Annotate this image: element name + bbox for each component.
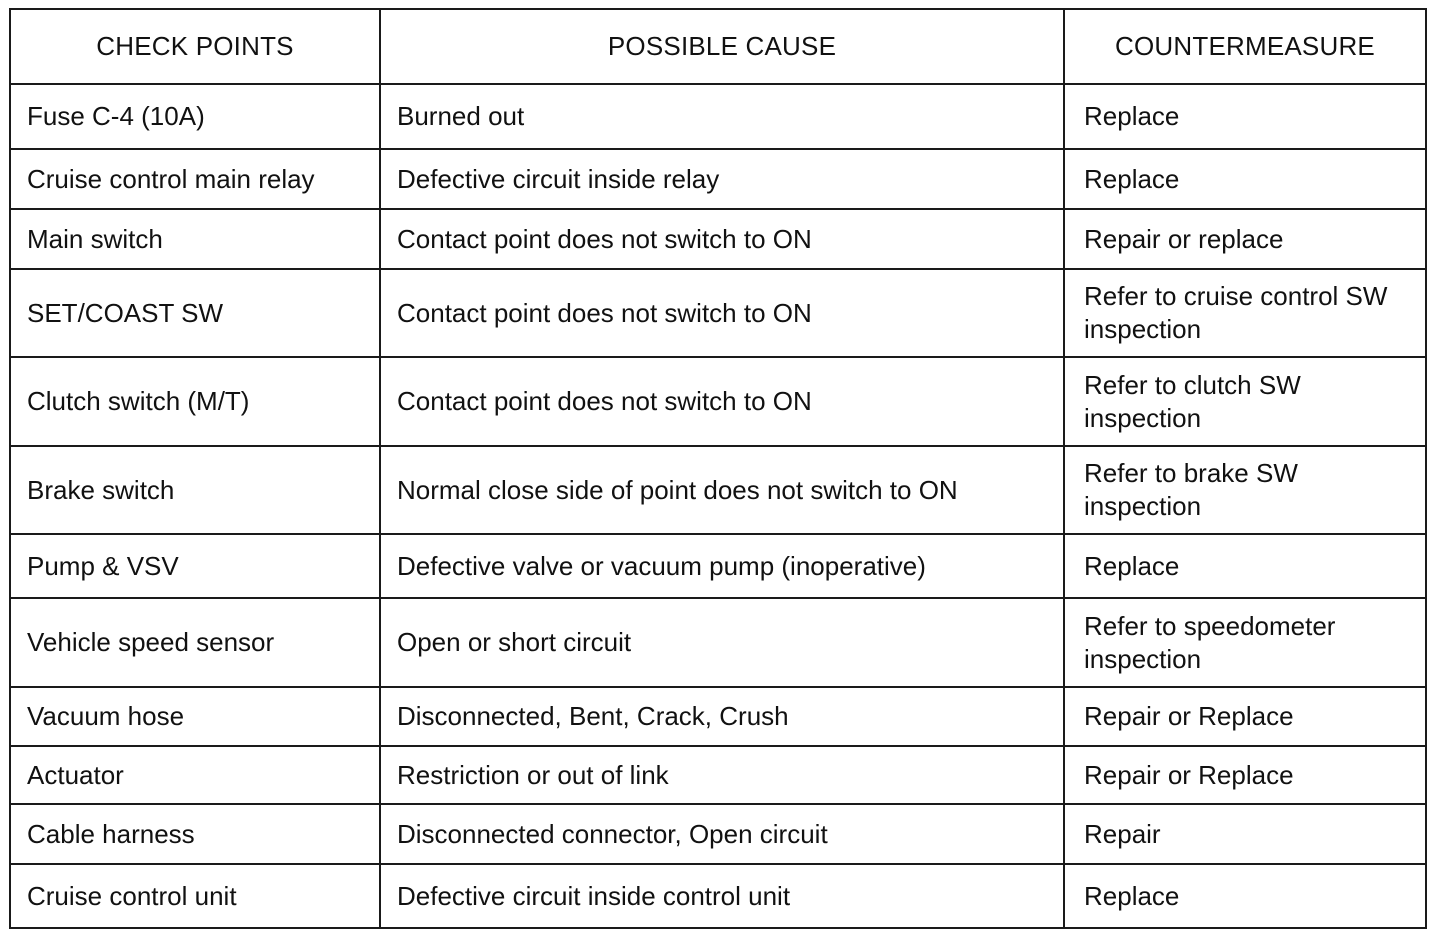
table-row: [10, 687, 1426, 746]
check-point-cell: Actuator: [10, 746, 380, 804]
countermeasure-cell: Replace: [1064, 864, 1426, 928]
countermeasure-cell: Replace: [1064, 534, 1426, 598]
possible-cause-cell: Defective valve or vacuum pump (inoperative): [380, 534, 1064, 598]
troubleshooting-table: [9, 8, 1427, 929]
table-row: [10, 84, 1426, 149]
table-row: [10, 149, 1426, 209]
header-check-points: CHECK POINTS: [10, 9, 380, 84]
possible-cause-cell: Contact point does not switch to ON: [380, 209, 1064, 269]
table-row: [10, 746, 1426, 804]
possible-cause-cell: Disconnected, Bent, Crack, Crush: [380, 687, 1064, 746]
possible-cause-cell: Open or short circuit: [380, 598, 1064, 687]
countermeasure-cell: Repair or replace: [1064, 209, 1426, 269]
possible-cause-cell: Burned out: [380, 84, 1064, 149]
table-row: [10, 534, 1426, 598]
countermeasure-cell: Refer to speedometer inspection: [1064, 598, 1426, 687]
header-possible-cause: POSSIBLE CAUSE: [380, 9, 1064, 84]
header-row: [10, 9, 1426, 84]
possible-cause-cell: Normal close side of point does not switch to ON: [380, 446, 1064, 534]
check-point-cell: Clutch switch (M/T): [10, 357, 380, 446]
possible-cause-cell: Defective circuit inside control unit: [380, 864, 1064, 928]
table-row: [10, 446, 1426, 534]
table-row: [10, 804, 1426, 864]
check-point-cell: Cruise control main relay: [10, 149, 380, 209]
table-row: [10, 598, 1426, 687]
check-point-cell: Vacuum hose: [10, 687, 380, 746]
table-row: [10, 864, 1426, 928]
possible-cause-cell: Disconnected connector, Open circuit: [380, 804, 1064, 864]
check-point-cell: Brake switch: [10, 446, 380, 534]
check-point-cell: Pump & VSV: [10, 534, 380, 598]
countermeasure-cell: Repair or Replace: [1064, 746, 1426, 804]
check-point-cell: Main switch: [10, 209, 380, 269]
check-point-cell: Cable harness: [10, 804, 380, 864]
possible-cause-cell: Contact point does not switch to ON: [380, 269, 1064, 357]
header-countermeasure: COUNTERMEASURE: [1064, 9, 1426, 84]
countermeasure-cell: Refer to clutch SW inspection: [1064, 357, 1426, 446]
countermeasure-cell: Repair: [1064, 804, 1426, 864]
possible-cause-cell: Contact point does not switch to ON: [380, 357, 1064, 446]
countermeasure-cell: Repair or Replace: [1064, 687, 1426, 746]
check-point-cell: SET/COAST SW: [10, 269, 380, 357]
check-point-cell: Cruise control unit: [10, 864, 380, 928]
countermeasure-cell: Refer to cruise control SW inspection: [1064, 269, 1426, 357]
possible-cause-cell: Restriction or out of link: [380, 746, 1064, 804]
possible-cause-cell: Defective circuit inside relay: [380, 149, 1064, 209]
table-row: [10, 269, 1426, 357]
check-point-cell: Vehicle speed sensor: [10, 598, 380, 687]
table-row: [10, 209, 1426, 269]
table-row: [10, 357, 1426, 446]
check-point-cell: Fuse C-4 (10A): [10, 84, 380, 149]
countermeasure-cell: Replace: [1064, 84, 1426, 149]
countermeasure-cell: Refer to brake SW inspection: [1064, 446, 1426, 534]
countermeasure-cell: Replace: [1064, 149, 1426, 209]
